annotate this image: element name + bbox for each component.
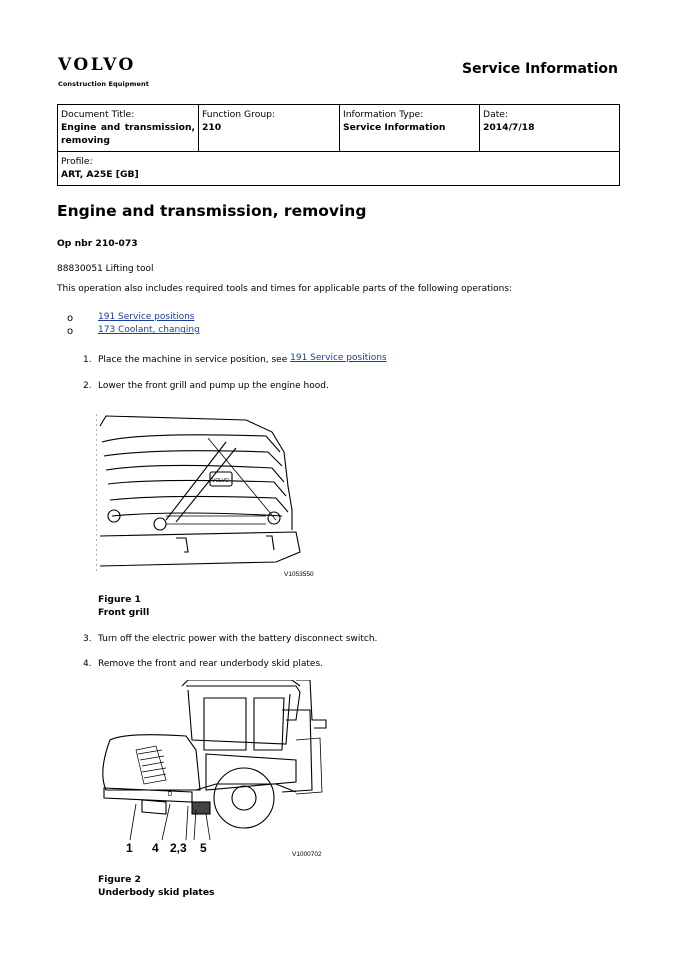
doc-title-label: Document Title: (61, 109, 135, 120)
header-title: Service Information (462, 61, 618, 77)
logo-subtitle: Construction Equipment (58, 80, 149, 88)
profile-cell (58, 152, 620, 186)
link-service-positions[interactable]: 191 Service positions (98, 312, 195, 322)
volvo-logo: VOLVO (58, 55, 136, 75)
doc-title-line1: Engine and transmission, (61, 122, 195, 133)
step-number: 3. (83, 634, 92, 644)
figure-2-caption (98, 873, 215, 899)
doc-title-cell (58, 105, 199, 152)
profile-label: Profile: (61, 156, 93, 167)
step-text: Remove the front and rear underbody skid plates. (98, 659, 323, 669)
step-text (98, 355, 387, 365)
figure-2-label: Figure 2 (98, 874, 141, 885)
step-number: 4. (83, 659, 92, 669)
function-group-value: 210 (202, 122, 222, 133)
figure-1-code: V1053550 (284, 571, 314, 578)
date-label: Date: (483, 109, 509, 120)
info-type-label: Information Type: (343, 109, 424, 120)
figure-1-caption (98, 593, 149, 619)
figure-2-side-mark: D (168, 792, 173, 798)
step-text: Turn off the electric power with the battery disconnect switch. (98, 634, 378, 644)
figure-1-front-grill (96, 412, 322, 580)
figure-2-code: V1000702 (292, 851, 322, 858)
profile-value: ART, A25E [GB] (61, 169, 139, 180)
step-text-body: Place the machine in service position, see (98, 355, 291, 365)
figure-1-label: Figure 1 (98, 594, 141, 605)
date-value: 2014/7/18 (483, 122, 535, 133)
bullet-marker: o (67, 313, 74, 324)
grill-badge-text: VOLVO (212, 478, 229, 484)
step-link-service-positions[interactable]: 191 Service positions (290, 353, 387, 363)
figure-1-title: Front grill (98, 607, 150, 618)
info-type-cell (340, 105, 480, 152)
document-meta-table (57, 104, 620, 186)
step-number: 1. (83, 355, 92, 365)
step-text: Lower the front grill and pump up the engine hood. (98, 381, 329, 391)
intro-text: This operation also includes required tools and times for applicable parts of the following operations: (57, 284, 513, 294)
function-group-label: Function Group: (202, 109, 276, 120)
bullet-marker: o (67, 326, 74, 337)
operation-number: Op nbr 210-073 (57, 238, 138, 249)
page-title: Engine and transmission, removing (57, 202, 367, 220)
figure-2-title: Underbody skid plates (98, 887, 215, 898)
function-group-cell (199, 105, 340, 152)
tool-line: 88830051 Lifting tool (57, 264, 154, 274)
date-cell (480, 105, 620, 152)
link-coolant-changing[interactable]: 173 Coolant, changing (98, 325, 200, 335)
doc-title-line2: removing (61, 135, 110, 146)
callout-4: 4 (152, 841, 159, 855)
callout-5: 5 (200, 841, 207, 855)
callout-1: 1 (126, 841, 133, 855)
step-number: 2. (83, 381, 92, 391)
callout-2-3: 2,3 (170, 841, 187, 855)
figure-2-underbody-skid-plates (96, 680, 334, 860)
info-type-value: Service Information (343, 122, 446, 133)
